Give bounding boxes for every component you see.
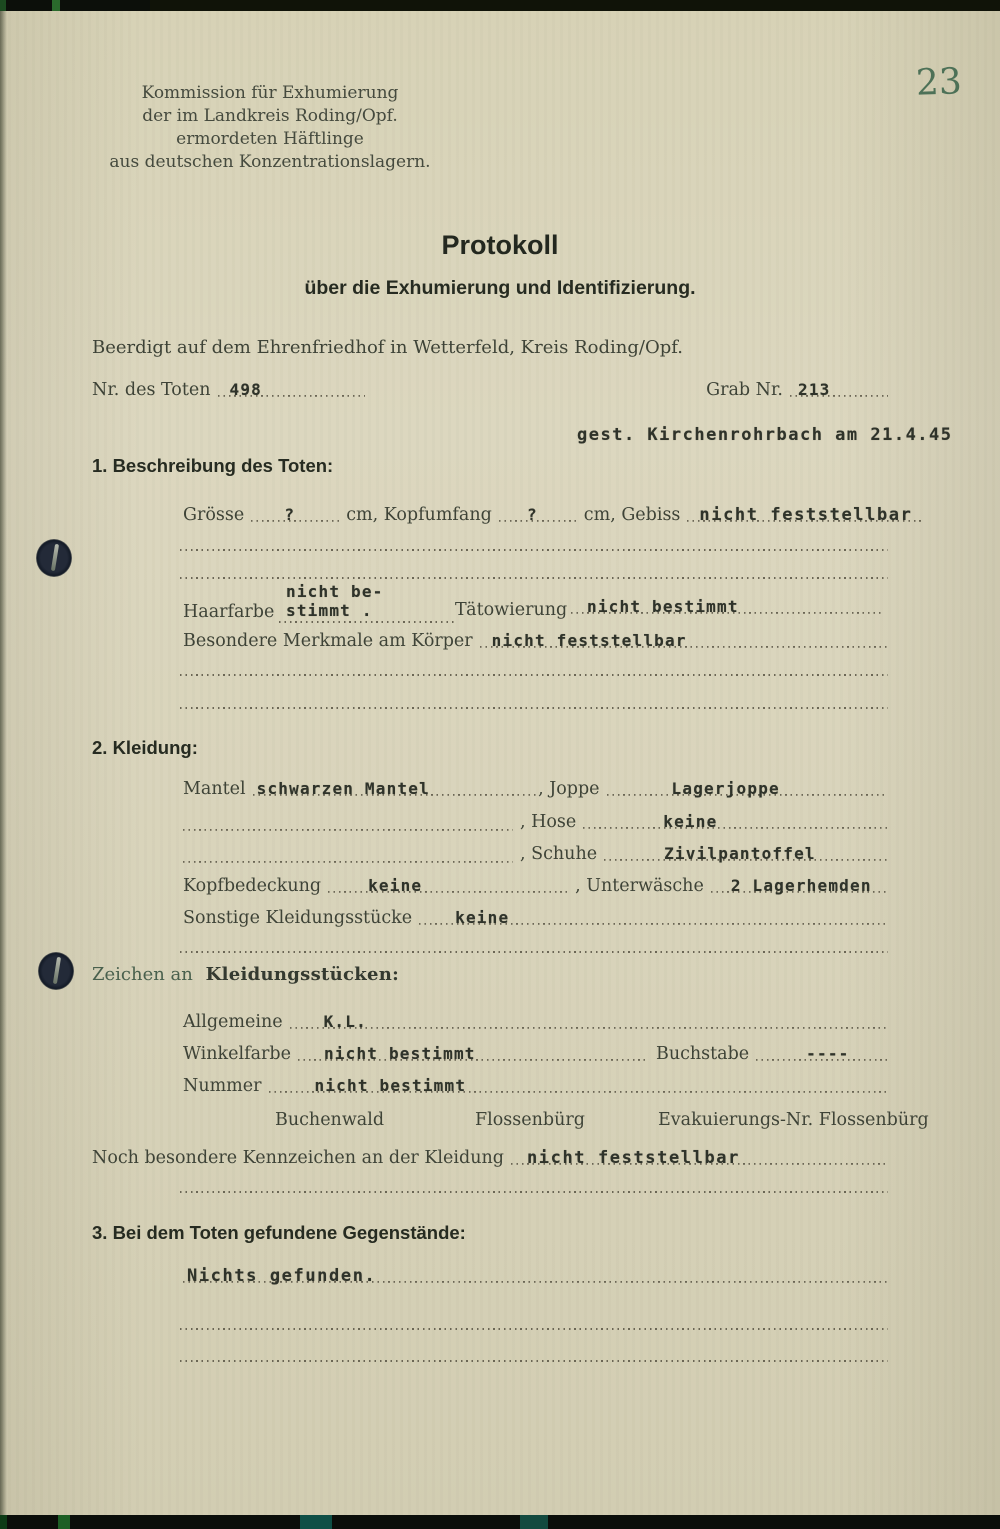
zeichen-heading-main: Kleidungsstücken:	[205, 964, 400, 985]
unterwaesche-value: 2 Lagerhemden	[711, 876, 888, 897]
document-title: Protokoll	[441, 230, 559, 260]
merkmale-label: Besondere Merkmale am Körper	[183, 631, 473, 651]
allgemeine-row	[183, 1012, 888, 1033]
page-number: 23	[915, 61, 963, 104]
sonstige-value: keine	[419, 908, 888, 929]
winkelfarbe-label: Winkelfarbe	[183, 1044, 291, 1064]
hose-row	[183, 812, 888, 835]
unterwaesche-label: , Unterwäsche	[575, 876, 704, 896]
grave-number-row	[92, 380, 888, 401]
death-place-date-note: gest. Kirchenrohrbach am 21.4.45	[577, 425, 953, 445]
hose-label: , Hose	[520, 812, 577, 832]
dotted-rule	[180, 674, 888, 676]
sonstige-label: Sonstige Kleidungsstücke	[183, 908, 413, 928]
merkmale-value: nicht feststellbar	[480, 631, 888, 652]
joppe-label: , Joppe	[538, 779, 600, 799]
schuhe-row	[183, 844, 888, 867]
mantel-label: Mantel	[183, 779, 246, 799]
dotted-rule	[180, 707, 888, 709]
dotted-rule	[180, 951, 888, 953]
gebiss-value: nicht feststellbar	[687, 505, 924, 526]
winkelfarbe-row	[183, 1044, 888, 1065]
zeichen-heading	[92, 964, 399, 985]
letterhead-line-3: ermordeten Häftlinge	[176, 129, 364, 149]
hole-punch-top	[36, 539, 72, 577]
letterhead-line-1: Kommission für Exhumierung	[141, 83, 399, 103]
buchstabe-label: Buchstabe	[655, 1044, 750, 1064]
kopfumfang-value: ?	[499, 505, 577, 526]
groesse-row	[183, 505, 913, 526]
taetowierung-label: Tätowierung	[455, 600, 568, 620]
schuhe-label: , Schuhe	[520, 844, 598, 864]
camps-row	[0, 1110, 1000, 1134]
camp-evakuierungs-nr-flossenbuerg: Evakuierungs-Nr. Flossenbürg	[658, 1110, 929, 1130]
buchstabe-value: ----	[756, 1044, 888, 1065]
groesse-value: ?	[251, 505, 339, 526]
gebiss-label: cm, Gebiss	[583, 505, 681, 525]
kopfbedeckung-value: keine	[328, 876, 568, 897]
haarfarbe-value-line1: nicht be-	[286, 582, 384, 601]
found-objects-value: Nichts gefunden.	[183, 1266, 888, 1287]
haarfarbe-value-line2: stimmt .	[286, 601, 373, 620]
zeichen-heading-lead: Zeichen an	[92, 964, 193, 985]
allgemeine-value: K.L.	[290, 1012, 888, 1033]
groesse-label: Grösse	[183, 505, 245, 525]
taetowierung-value: nicht bestimmt	[571, 597, 881, 618]
allgemeine-label: Allgemeine	[183, 1012, 283, 1032]
kopfbedeckung-row	[183, 876, 888, 897]
dotted-rule	[180, 1328, 888, 1330]
mantel-joppe-row	[183, 779, 888, 800]
nummer-row	[183, 1076, 888, 1097]
dotted-rule	[180, 549, 888, 551]
grab-nr-value: 213	[790, 380, 888, 401]
schuhe-value: Zivilpantoffel	[604, 844, 888, 865]
nr-des-toten-label: Nr. des Toten	[92, 380, 211, 400]
section2-heading: 2. Kleidung:	[92, 737, 198, 758]
nummer-value: nicht bestimmt	[269, 1076, 889, 1097]
camp-buchenwald: Buchenwald	[275, 1110, 385, 1130]
joppe-value: Lagerjoppe	[607, 779, 888, 800]
kopfumfang-label: cm, Kopfumfang	[346, 505, 492, 525]
burial-location-line: Beerdigt auf dem Ehrenfriedhof in Wetterfeld, Kreis Roding/Opf.	[92, 337, 683, 358]
kennzeichen-value: nicht feststellbar	[511, 1148, 888, 1169]
haarfarbe-row	[183, 582, 888, 632]
merkmale-row	[183, 631, 888, 652]
dotted-leader	[183, 846, 513, 867]
letterhead-line-4: aus deutschen Konzentrationslagern.	[109, 152, 431, 172]
dotted-rule	[180, 577, 888, 579]
hole-punch-bottom	[38, 952, 74, 990]
letterhead-line-2: der im Landkreis Roding/Opf.	[142, 106, 398, 126]
kennzeichen-row	[92, 1148, 888, 1169]
kennzeichen-label: Noch besondere Kennzeichen an der Kleidung	[92, 1148, 504, 1168]
dotted-leader	[279, 621, 457, 623]
scan-edge-top	[0, 0, 1000, 11]
letterhead	[103, 82, 437, 174]
kopfbedeckung-label: Kopfbedeckung	[183, 876, 322, 896]
document-subtitle: über die Exhumierung und Identifizierung.	[304, 277, 696, 299]
dotted-leader	[183, 814, 513, 835]
dotted-rule	[180, 1191, 888, 1193]
nr-des-toten-value: 498	[218, 380, 365, 401]
dotted-rule	[180, 1360, 888, 1362]
sonstige-row	[183, 908, 888, 929]
haarfarbe-label: Haarfarbe	[183, 602, 275, 622]
winkelfarbe-value: nicht bestimmt	[298, 1044, 649, 1065]
scan-edge-bottom	[0, 1515, 1000, 1529]
camp-flossenbuerg: Flossenbürg	[475, 1110, 585, 1130]
grab-nr-label: Grab Nr.	[706, 380, 783, 400]
hose-value: keine	[583, 812, 888, 833]
mantel-value: schwarzen Mantel	[253, 779, 538, 800]
section3-heading: 3. Bei dem Toten gefundene Gegenstände:	[92, 1222, 466, 1243]
section1-heading: 1. Beschreibung des Toten:	[92, 455, 334, 476]
nummer-label: Nummer	[183, 1076, 262, 1096]
found-objects-row	[183, 1266, 888, 1287]
